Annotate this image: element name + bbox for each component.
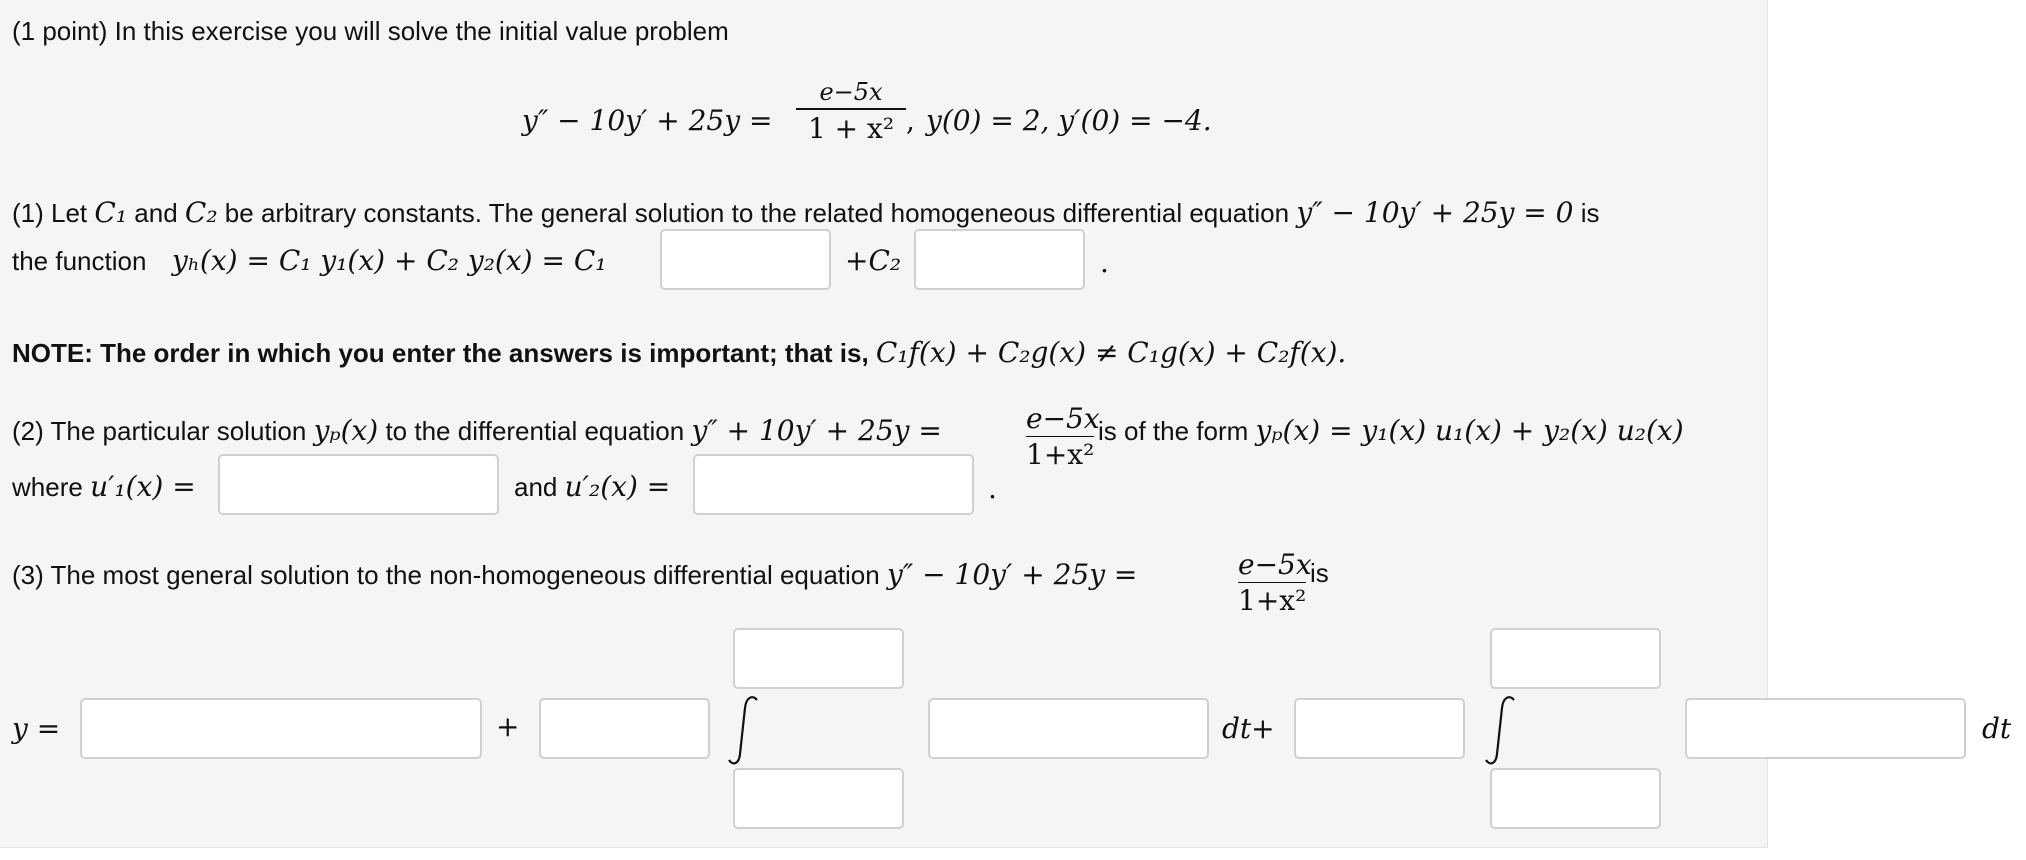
- part2-fraction-numerator: e−5x: [1026, 402, 1100, 435]
- u1-prime-input[interactable]: [218, 454, 499, 515]
- first-integral-icon: [724, 694, 764, 768]
- plus-c2-label: +C₂: [845, 244, 902, 277]
- yh-expression: yₕ(x) = C₁ y₁(x) + C₂ y₂(x) = C₁: [172, 244, 607, 277]
- order-note: NOTE: The order in which you enter the answers is important; that is, C₁f(x) + C₂g(x) ≠ C₁g(x) + C₂f(x).: [12, 336, 1347, 369]
- order-note-expression: C₁f(x) + C₂g(x) ≠ C₁g(x) + C₂f(x).: [875, 336, 1347, 369]
- first-integral-coefficient-input[interactable]: [539, 698, 710, 759]
- part1-period: .: [1100, 246, 1109, 279]
- main-equation-comma: ,: [906, 104, 915, 137]
- second-integral-upper-limit-input[interactable]: [1490, 628, 1661, 689]
- u1-prime-label: u′₁(x) =: [90, 470, 196, 503]
- first-integral-upper-limit-input[interactable]: [733, 628, 904, 689]
- second-integral-icon: [1481, 694, 1521, 768]
- part3-is: is: [1310, 558, 1329, 588]
- y1-answer-input[interactable]: [660, 229, 831, 290]
- c1-symbol: C₁: [94, 196, 128, 229]
- part2-fraction: [1026, 402, 1100, 471]
- part1-intro: (1) Let C₁ and C₂ be arbitrary constants. The general solution to the related homogeneous differential equation y″ − 10y′ + 25y = 0 is: [12, 196, 1600, 229]
- initial-conditions: y(0) = 2, y′(0) = −4.: [926, 104, 1212, 137]
- main-equation-numerator: e−5x: [819, 78, 883, 106]
- dt-label: dt: [1982, 712, 2012, 745]
- part2-where: where u′₁(x) =: [12, 470, 196, 503]
- yp-symbol: yₚ(x): [313, 414, 379, 447]
- main-equation-lhs: y″ − 10y′ + 25y =: [522, 104, 773, 137]
- homogeneous-equation: y″ − 10y′ + 25y = 0: [1296, 196, 1574, 229]
- yp-form-expression: yₚ(x) = y₁(x) u₁(x) + y₂(x) u₂(x): [1255, 414, 1684, 447]
- u2-prime-input[interactable]: [693, 454, 974, 515]
- part2-form-text: is of the form yₚ(x) = y₁(x) u₁(x) + y₂(x) u₂(x): [1098, 414, 1684, 447]
- y2-answer-input[interactable]: [914, 229, 1085, 290]
- second-integral-lower-limit-input[interactable]: [1490, 768, 1661, 829]
- first-integral-lower-limit-input[interactable]: [733, 768, 904, 829]
- part2-and: and u′₂(x) =: [514, 470, 671, 503]
- part2-intro: (2) The particular solution yₚ(x) to the differential equation y″ + 10y′ + 25y =: [12, 414, 942, 447]
- part3-intro: (3) The most general solution to the non-homogeneous differential equation y″ − 10y′ + 25y =: [12, 558, 1138, 591]
- y-equals-label: y =: [12, 712, 61, 745]
- part3-fraction-numerator: e−5x: [1238, 548, 1312, 581]
- intro-text: (1 point) In this exercise you will solve the initial value problem: [12, 16, 729, 46]
- part3-fraction: [1238, 548, 1312, 617]
- u2-prime-label: u′₂(x) =: [564, 470, 671, 503]
- general-solution-homogeneous-input[interactable]: [80, 698, 482, 759]
- part2-equation-lhs: y″ + 10y′ + 25y =: [691, 414, 942, 447]
- first-integrand-input[interactable]: [928, 698, 1209, 759]
- part2-fraction-denominator: 1+x²: [1026, 438, 1095, 471]
- part3-fraction-denominator: 1+x²: [1238, 584, 1307, 617]
- dt-plus-label: dt+: [1222, 712, 1275, 745]
- plus-sign: +: [496, 710, 520, 743]
- part2-period: .: [988, 472, 997, 505]
- second-integrand-input[interactable]: [1685, 698, 1966, 759]
- main-equation-fraction: [796, 78, 906, 145]
- main-equation-denominator: 1 + x²: [807, 112, 895, 145]
- part1-function-label: the function: [12, 246, 147, 276]
- second-integral-coefficient-input[interactable]: [1294, 698, 1465, 759]
- c2-symbol: C₂: [184, 196, 218, 229]
- part3-equation-lhs: y″ − 10y′ + 25y =: [886, 558, 1138, 591]
